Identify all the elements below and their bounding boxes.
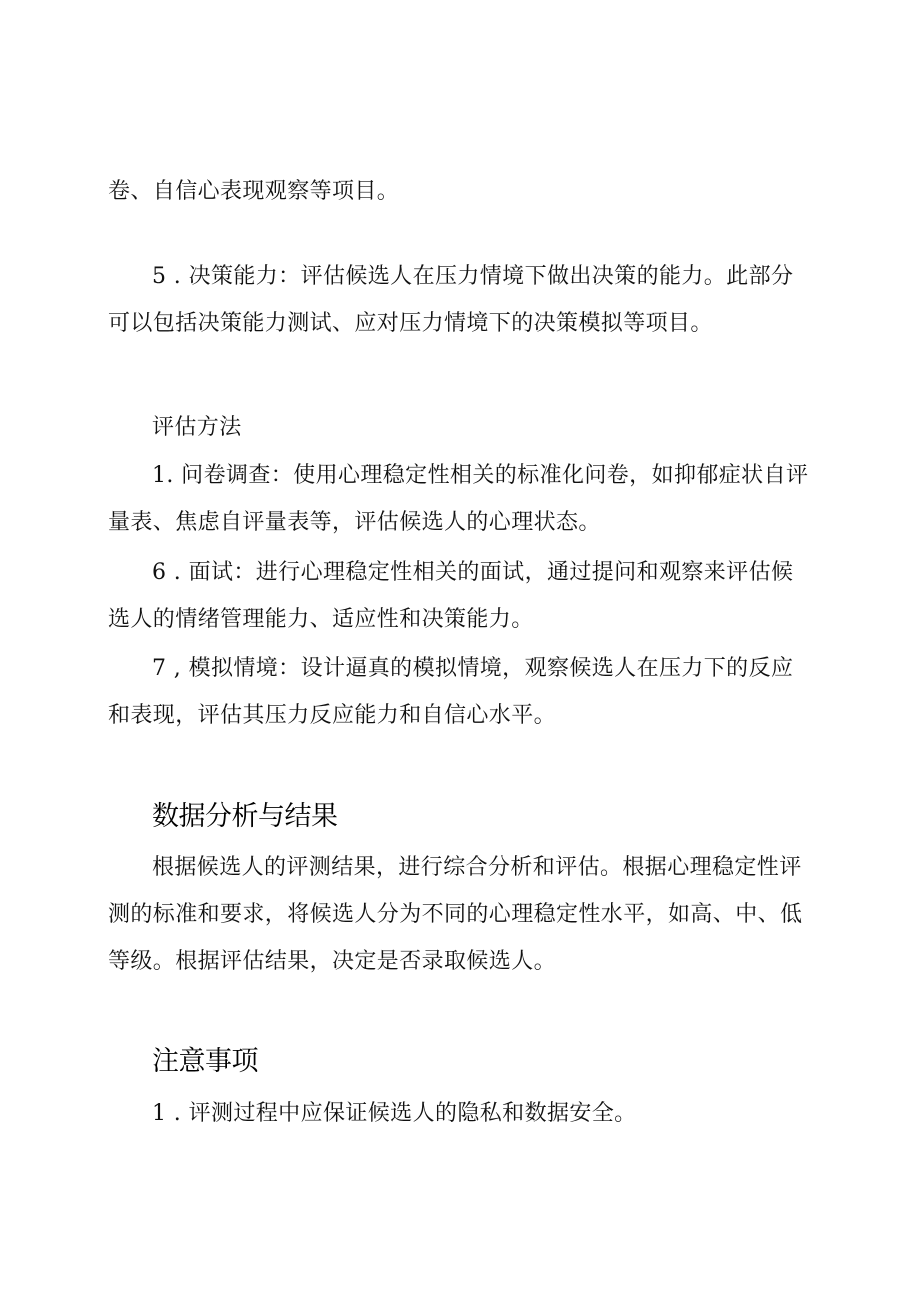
text-line: 卷、自信心表现观察等项目。: [108, 179, 400, 204]
text-line: 6 . 面试：进行心理稳定性相关的面试，通过提问和观察来评估候: [152, 560, 794, 585]
paragraph-analysis: [108, 844, 824, 985]
text-line: 等级。根据评估结果，决定是否录取候选人。: [108, 949, 557, 974]
text-line: 可以包括决策能力测试、应对压力情境下的决策模拟等项目。: [108, 311, 713, 336]
paragraph-decision-ability: [108, 253, 824, 347]
method-item-simulation: [108, 645, 824, 739]
method-item-questionnaire: [108, 452, 824, 546]
section-heading-notes: 注意事项: [152, 1046, 258, 1077]
text-line: 1. 问卷调查：使用心理稳定性相关的标准化问卷，如抑郁症状自评: [152, 463, 809, 488]
text-line: 量表、焦虑自评量表等，评估候选人的心理状态。: [108, 510, 601, 535]
text-line: 5 . 决策能力：评估候选人在压力情境下做出决策的能力。此部分: [152, 264, 794, 289]
method-item-interview: [108, 549, 824, 643]
text-line: 选人的情绪管理能力、适应性和决策能力。: [108, 607, 534, 632]
text-line: 和表现，评估其压力反应能力和自信心水平。: [108, 703, 557, 728]
text-line: 根据候选人的评测结果，进行综合分析和评估。根据心理稳定性评: [152, 855, 802, 880]
paragraph-continuation: [108, 168, 824, 215]
text-line: 7 , 模拟情境：设计逼真的模拟情境，观察候选人在压力下的反应: [152, 656, 794, 681]
section-heading-analysis: 数据分析与结果: [152, 801, 338, 832]
note-item-privacy: [108, 1090, 824, 1137]
methods-title: 评估方法: [152, 415, 242, 440]
text-line: 测的标准和要求，将候选人分为不同的心理稳定性水平，如高、中、低: [108, 902, 803, 927]
text-line: 1 . 评测过程中应保证候选人的隐私和数据安全。: [152, 1101, 637, 1126]
